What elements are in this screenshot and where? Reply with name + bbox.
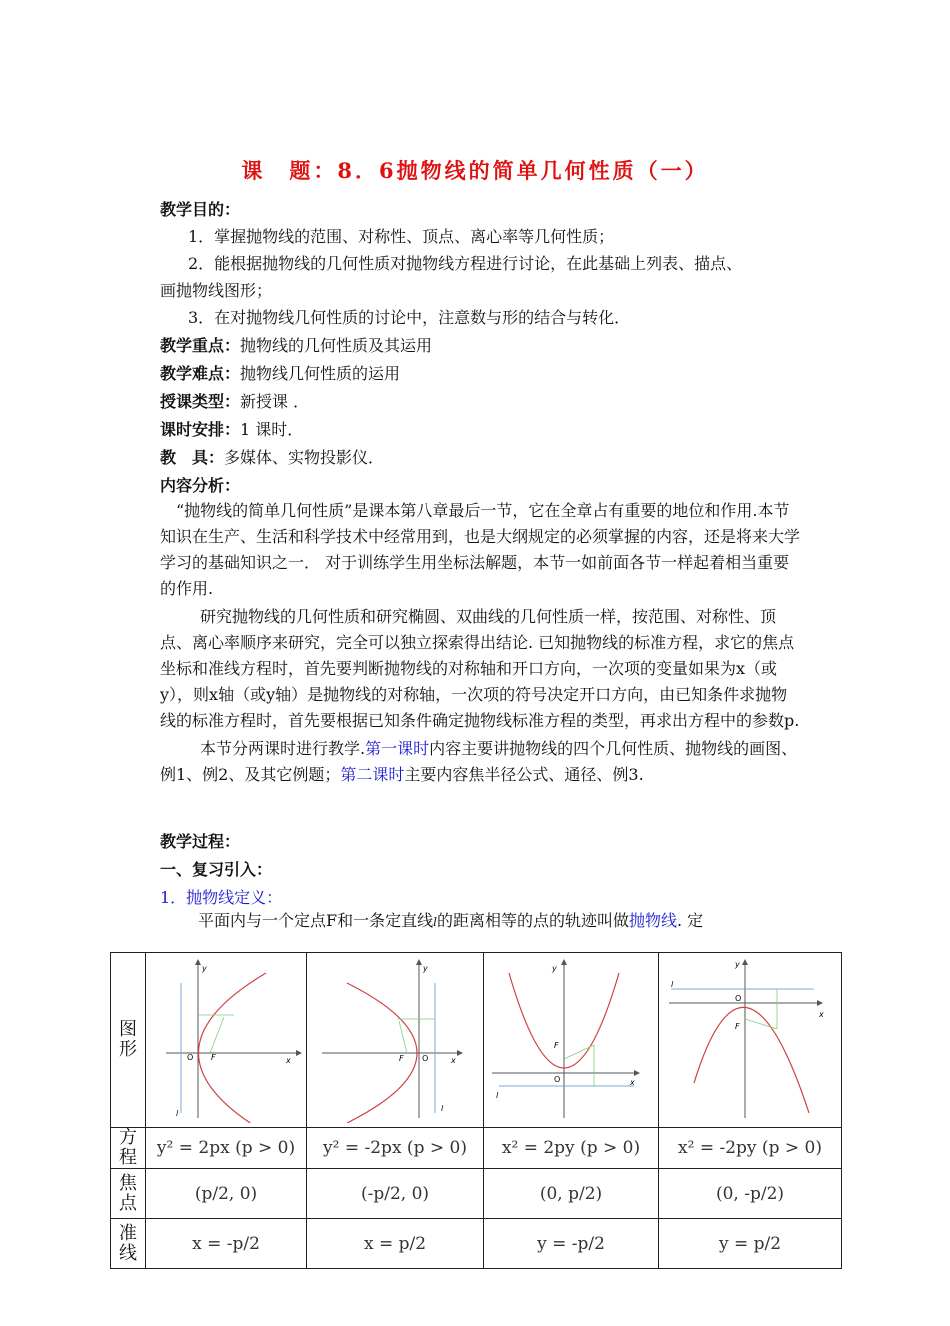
equation-row [111, 1128, 842, 1169]
directrix-4: y = p/2 [659, 1219, 842, 1269]
y-label: y [735, 960, 740, 969]
origin-label: O [735, 994, 742, 1003]
x-label: x [451, 1056, 456, 1065]
focus-label: F [399, 1054, 404, 1063]
focus-3: (0, p/2) [484, 1169, 659, 1219]
difficulty-text: 抛物线几何性质的运用 [240, 364, 401, 383]
row-label-focus: 焦点 [111, 1169, 146, 1219]
figure-left-opening [307, 953, 484, 1128]
difficulty-label: 教学难点： [160, 364, 241, 383]
objective-2b: 画抛物线图形； [160, 281, 273, 300]
definition-item[interactable]: 1．抛物线定义： [160, 888, 283, 907]
x-axis-arrow [457, 1050, 463, 1056]
objective-1: 1．掌握抛物线的范围、对称性、顶点、离心率等几何性质； [188, 227, 615, 246]
lesson-1-link[interactable]: 第一课时 [365, 739, 430, 758]
lesson-2-link[interactable]: 第二课时 [340, 765, 405, 784]
row-label-figure: 图形 [111, 953, 146, 1128]
equation-2: y² = -2px (p > 0) [307, 1128, 484, 1169]
page-title: 课 题：8．6抛物线的简单几何性质（一） [241, 158, 709, 183]
origin-label: O [422, 1054, 429, 1063]
tools [160, 448, 384, 468]
analysis-p3-mid: 内容主要讲抛物线的四个几何性质、抛物线的画图、例1、例2、及其它例题； [160, 739, 798, 784]
y-label: y [552, 964, 557, 973]
graph-down-opening [659, 953, 841, 1123]
definition-text [198, 911, 703, 932]
y-axis-arrow [742, 959, 748, 965]
x-label: x [286, 1056, 291, 1065]
row-label-equation: 方程 [111, 1128, 146, 1169]
graph-right-opening [146, 953, 306, 1123]
y-axis-arrow [195, 959, 201, 965]
equation-3: x² = 2py (p > 0) [484, 1128, 659, 1169]
equation-1: y² = 2px (p > 0) [146, 1128, 307, 1169]
figure-up-opening [484, 953, 659, 1128]
figure-right-opening [146, 953, 307, 1128]
objective-3: 3．在对抛物线几何性质的讨论中，注意数与形的结合与转化． [188, 308, 631, 327]
x-label: x [630, 1078, 635, 1087]
schedule [160, 420, 303, 440]
focus-4: (0, -p/2) [659, 1169, 842, 1219]
focal-line [745, 1019, 777, 1029]
key-point [160, 336, 432, 356]
schedule-label: 课时安排： [160, 420, 241, 439]
origin-label: O [187, 1053, 194, 1062]
focus-2: (-p/2, 0) [307, 1169, 484, 1219]
process-heading: 教学过程： [160, 832, 241, 851]
objective-2a: 2．能根据抛物线的几何性质对抛物线方程进行讨论，在此基础上列表、描点、 [188, 254, 743, 273]
analysis-paragraph-2: 研究抛物线的几何性质和研究椭圆、双曲线的几何性质一样，按范围、对称性、顶点、离心率顺序来研究，完全可以独立探索得出结论. 已知抛物线的标准方程，求它的焦点坐标和准线方程时，首先要判断抛物线的对称轴和开口方向，一次项的变量如果为x（或y），则x轴（或y轴）是抛物线的对称轴，一次项的符号决定开口方向，由已知条件求抛物线的标准方程时，首先要根据已知条件确定抛物线标准方程的类型，再求出方程中的参数p. [160, 607, 800, 730]
definition-end: . 定 [676, 911, 704, 930]
row-label-directrix: 准线 [111, 1219, 146, 1269]
analysis-p3-start: 本节分两课时进行教学. [200, 739, 366, 758]
figure-down-opening [659, 953, 842, 1128]
focus-row [111, 1169, 842, 1219]
line-label: l [496, 1091, 499, 1100]
x-axis-arrow [634, 1070, 640, 1076]
schedule-text: 1 课时． [240, 420, 304, 439]
x-axis-arrow [817, 1000, 823, 1006]
definition-start: 平面内与一个定点F和一条定直线 [198, 911, 434, 930]
focal-line [564, 1045, 594, 1059]
analysis-paragraph-3 [160, 736, 800, 788]
lesson-type-label: 授课类型： [160, 392, 241, 411]
definition-mid: 的距离相等的点的轨迹叫做 [436, 911, 629, 930]
parabola-link[interactable]: 抛物线 [628, 911, 677, 930]
y-axis-arrow [416, 959, 422, 965]
origin-label: O [554, 1075, 561, 1084]
y-label: y [202, 964, 207, 973]
equation-4: x² = -2py (p > 0) [659, 1128, 842, 1169]
graph-up-opening [484, 953, 658, 1123]
figure-row [111, 953, 842, 1128]
key-point-text: 抛物线的几何性质及其运用 [240, 336, 433, 355]
analysis-paragraph-1: “抛物线的简单几何性质”是课本第八章最后一节，它在全章占有重要的地位和作用.本节知识在生产、生活和科学技术中经常用到，也是大纲规定的必须掌握的内容，还是将来大学学习的基础知识之一． 对于训练学生用坐标法解题，本节一如前面各节一样起着相当重要的作用. [160, 501, 801, 598]
focal-line [210, 1017, 224, 1053]
x-label: x [819, 1010, 824, 1019]
y-axis-arrow [561, 959, 567, 965]
focus-1: (p/2, 0) [146, 1169, 307, 1219]
focus-label: F [211, 1053, 216, 1062]
definition-line-symbol: l [433, 915, 437, 929]
y-label: y [423, 964, 428, 973]
directrix-3: y = -p/2 [484, 1219, 659, 1269]
line-label: l [671, 980, 674, 989]
parabola-curve [694, 1007, 809, 1113]
lesson-type-text: 新授课 ． [240, 392, 310, 411]
focus-label: F [554, 1041, 559, 1050]
parabola-properties-table [110, 952, 842, 1269]
difficulty [160, 364, 400, 384]
directrix-2: x = p/2 [307, 1219, 484, 1269]
line-label: l [441, 1104, 444, 1113]
analysis-heading: 内容分析： [160, 476, 241, 495]
parabola-curve [199, 973, 267, 1123]
analysis-body [160, 498, 800, 788]
directrix-1: x = -p/2 [146, 1219, 307, 1269]
directrix-row [111, 1219, 842, 1269]
key-point-label: 教学重点： [160, 336, 241, 355]
tools-label: 教 具： [160, 448, 225, 467]
line-label: l [176, 1109, 179, 1118]
objectives-heading: 教学目的： [160, 200, 241, 219]
graph-left-opening [307, 953, 483, 1123]
section-review: 一、复习引入： [160, 860, 273, 879]
lesson-type [160, 392, 309, 412]
x-axis-arrow [296, 1050, 302, 1056]
analysis-p3-end: 主要内容焦半径公式、通径、例3. [404, 765, 644, 784]
focus-label: F [735, 1022, 740, 1031]
tools-text: 多媒体、实物投影仪． [224, 448, 385, 467]
